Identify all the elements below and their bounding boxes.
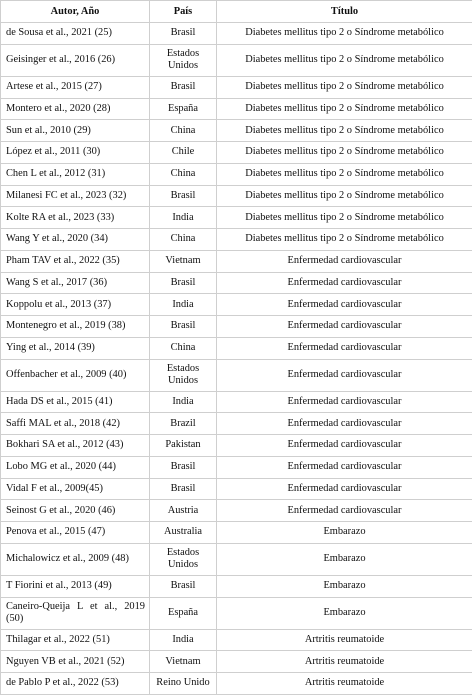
cell-title: Diabetes mellitus tipo 2 o Síndrome metabólico [217, 120, 472, 142]
cell-country: India [150, 629, 217, 651]
table-row [1, 142, 472, 164]
cell-author: Nguyen VB et al., 2021 (52) [1, 651, 150, 673]
cell-author: Geisinger et al., 2016 (26) [1, 44, 150, 76]
cell-author: Chen L et al., 2012 (31) [1, 163, 150, 185]
cell-country: Brasil [150, 316, 217, 338]
cell-country: Brasil [150, 76, 217, 98]
table-row [1, 250, 472, 272]
cell-title: Enfermedad cardiovascular [217, 294, 472, 316]
cell-title: Diabetes mellitus tipo 2 o Síndrome metabólico [217, 76, 472, 98]
table-row [1, 391, 472, 413]
cell-title: Embarazo [217, 543, 472, 575]
cell-title: Artritis reumatoide [217, 651, 472, 673]
cell-title: Enfermedad cardiovascular [217, 272, 472, 294]
cell-author: de Sousa et al., 2021 (25) [1, 23, 150, 45]
cell-country: Brazil [150, 413, 217, 435]
cell-title: Diabetes mellitus tipo 2 o Síndrome metabólico [217, 142, 472, 164]
cell-title: Diabetes mellitus tipo 2 o Síndrome metabólico [217, 163, 472, 185]
cell-author: Koppolu et al., 2013 (37) [1, 294, 150, 316]
cell-country: Reino Unido [150, 673, 217, 695]
table-row [1, 522, 472, 544]
table-row [1, 207, 472, 229]
table-row [1, 76, 472, 98]
cell-author: Lobo MG et al., 2020 (44) [1, 456, 150, 478]
cell-author: Wang S et al., 2017 (36) [1, 272, 150, 294]
cell-country: Austria [150, 500, 217, 522]
cell-country: Australia [150, 522, 217, 544]
cell-title: Enfermedad cardiovascular [217, 316, 472, 338]
table-row [1, 651, 472, 673]
table-body [1, 23, 472, 695]
header-row [1, 1, 472, 23]
cell-title: Embarazo [217, 522, 472, 544]
table-row [1, 98, 472, 120]
cell-country: Chile [150, 142, 217, 164]
table-row [1, 435, 472, 457]
cell-author: Sun et al., 2010 (29) [1, 120, 150, 142]
table-row [1, 294, 472, 316]
cell-author: Michalowicz et al., 2009 (48) [1, 543, 150, 575]
cell-title: Diabetes mellitus tipo 2 o Síndrome metabólico [217, 44, 472, 76]
cell-author: Wang Y et al., 2020 (34) [1, 229, 150, 251]
cell-title: Diabetes mellitus tipo 2 o Síndrome metabólico [217, 185, 472, 207]
cell-author: Caneiro-Queija L et al., 2019 (50) [1, 597, 150, 629]
cell-author: Artese et al., 2015 (27) [1, 76, 150, 98]
cell-country: España [150, 597, 217, 629]
cell-title: Embarazo [217, 575, 472, 597]
table-row [1, 23, 472, 45]
cell-country: China [150, 120, 217, 142]
cell-author: Montero et al., 2020 (28) [1, 98, 150, 120]
cell-country: Brasil [150, 23, 217, 45]
cell-author: Montenegro et al., 2019 (38) [1, 316, 150, 338]
cell-author: Penova et al., 2015 (47) [1, 522, 150, 544]
cell-country: Brasil [150, 185, 217, 207]
cell-author: Saffi MAL et al., 2018 (42) [1, 413, 150, 435]
cell-country: Brasil [150, 478, 217, 500]
cell-country: Brasil [150, 272, 217, 294]
cell-country: India [150, 207, 217, 229]
cell-author: Pham TAV et al., 2022 (35) [1, 250, 150, 272]
cell-country: China [150, 337, 217, 359]
table-row [1, 575, 472, 597]
cell-title: Diabetes mellitus tipo 2 o Síndrome metabólico [217, 23, 472, 45]
cell-title: Enfermedad cardiovascular [217, 435, 472, 457]
cell-country: India [150, 294, 217, 316]
cell-author: de Pablo P et al., 2022 (53) [1, 673, 150, 695]
cell-country: Pakistan [150, 435, 217, 457]
table-header [1, 1, 472, 23]
cell-author: Ying et al., 2014 (39) [1, 337, 150, 359]
cell-title: Embarazo [217, 597, 472, 629]
cell-country: Vietnam [150, 651, 217, 673]
cell-author: Milanesi FC et al., 2023 (32) [1, 185, 150, 207]
cell-title: Enfermedad cardiovascular [217, 413, 472, 435]
cell-country: Estados Unidos [150, 44, 217, 76]
table-row [1, 337, 472, 359]
table-row [1, 163, 472, 185]
cell-title: Diabetes mellitus tipo 2 o Síndrome metabólico [217, 98, 472, 120]
cell-country: España [150, 98, 217, 120]
cell-author: Vidal F et al., 2009(45) [1, 478, 150, 500]
table-row [1, 316, 472, 338]
table-row [1, 120, 472, 142]
cell-author: Offenbacher et al., 2009 (40) [1, 359, 150, 391]
cell-title: Enfermedad cardiovascular [217, 359, 472, 391]
cell-country: India [150, 391, 217, 413]
cell-country: Estados Unidos [150, 543, 217, 575]
cell-title: Artritis reumatoide [217, 673, 472, 695]
cell-title: Enfermedad cardiovascular [217, 337, 472, 359]
table-row [1, 597, 472, 629]
cell-title: Enfermedad cardiovascular [217, 456, 472, 478]
header-title: Título [217, 1, 472, 23]
cell-country: Vietnam [150, 250, 217, 272]
cell-title: Enfermedad cardiovascular [217, 478, 472, 500]
cell-author: Kolte RA et al., 2023 (33) [1, 207, 150, 229]
cell-country: China [150, 229, 217, 251]
table-row [1, 44, 472, 76]
cell-author: Seinost G et al., 2020 (46) [1, 500, 150, 522]
cell-title: Enfermedad cardiovascular [217, 250, 472, 272]
cell-country: Brasil [150, 456, 217, 478]
cell-title: Enfermedad cardiovascular [217, 500, 472, 522]
cell-country: Estados Unidos [150, 359, 217, 391]
cell-author: Hada DS et al., 2015 (41) [1, 391, 150, 413]
table-row [1, 478, 472, 500]
table-row [1, 543, 472, 575]
table-row [1, 229, 472, 251]
cell-title: Diabetes mellitus tipo 2 o Síndrome metabólico [217, 229, 472, 251]
cell-author: López et al., 2011 (30) [1, 142, 150, 164]
header-author: Autor, Año [1, 1, 150, 23]
table-row [1, 359, 472, 391]
cell-author: Thilagar et al., 2022 (51) [1, 629, 150, 651]
cell-author: T Fiorini et al., 2013 (49) [1, 575, 150, 597]
table-row [1, 500, 472, 522]
table-row [1, 629, 472, 651]
table-row [1, 185, 472, 207]
cell-title: Diabetes mellitus tipo 2 o Síndrome metabólico [217, 207, 472, 229]
table-row [1, 272, 472, 294]
header-country: País [150, 1, 217, 23]
cell-country: China [150, 163, 217, 185]
cell-author: Bokhari SA et al., 2012 (43) [1, 435, 150, 457]
cell-title: Enfermedad cardiovascular [217, 391, 472, 413]
cell-country: Brasil [150, 575, 217, 597]
table-row [1, 456, 472, 478]
table-row [1, 673, 472, 695]
cell-title: Artritis reumatoide [217, 629, 472, 651]
table-row [1, 413, 472, 435]
